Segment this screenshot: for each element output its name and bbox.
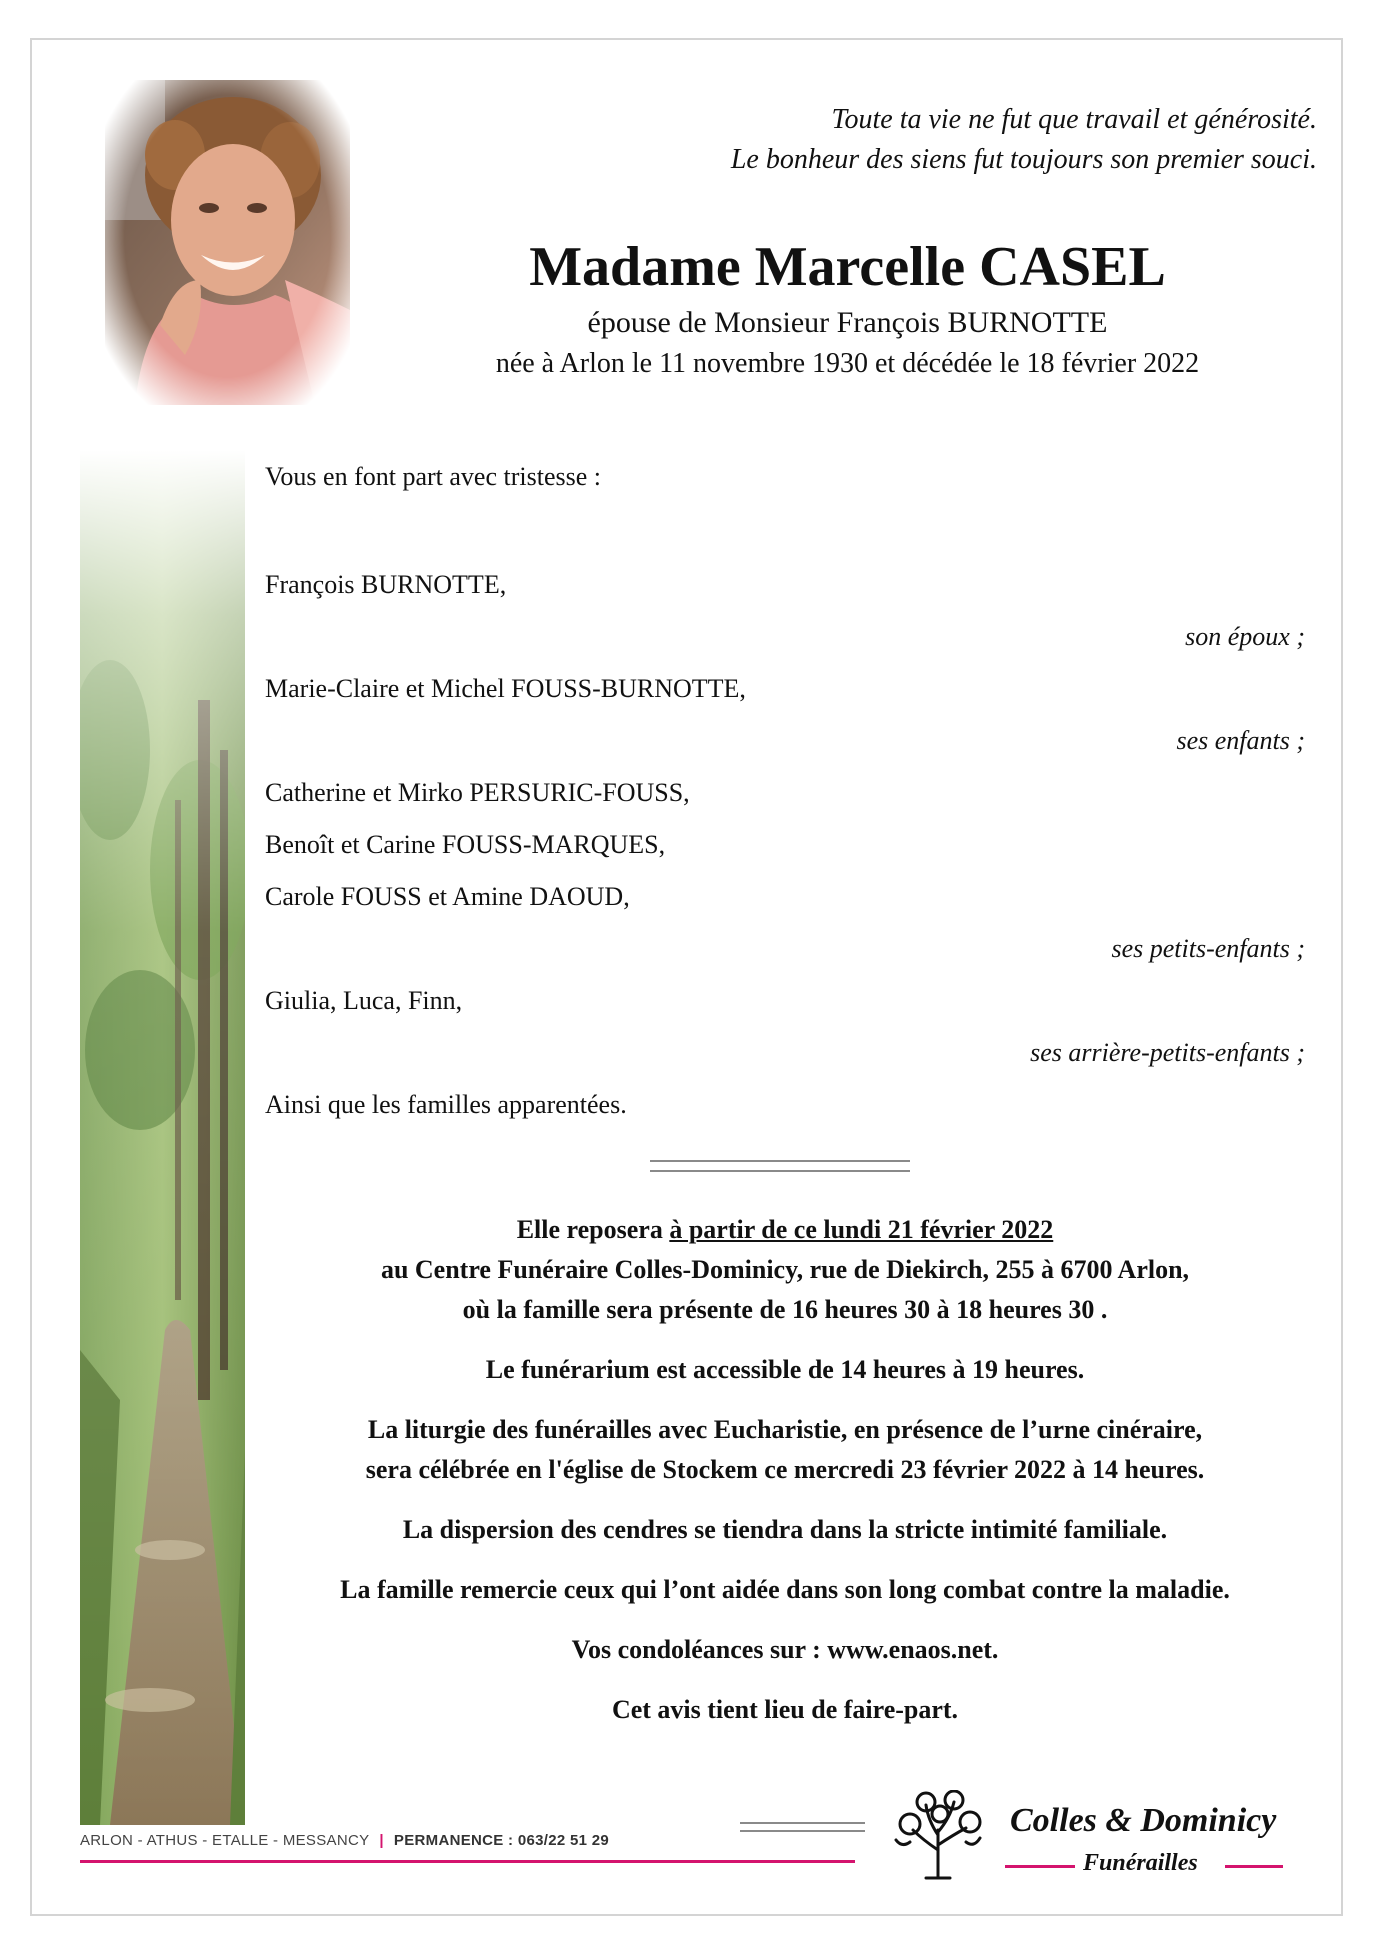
family-grandchild-2: Benoît et Carine FOUSS-MARQUES, bbox=[265, 830, 666, 859]
family-grandchild-3: Carole FOUSS et Amine DAOUD, bbox=[265, 882, 630, 911]
thanks-line: La famille remercie ceux qui l’ont aidée dans son long combat contre la maladie. bbox=[340, 1575, 1230, 1604]
brand-line-right bbox=[1225, 1865, 1283, 1868]
quote-line-2: Le bonheur des siens fut toujours son premier souci. bbox=[730, 144, 1317, 175]
deceased-spouse: épouse de Monsieur François BURNOTTE bbox=[587, 306, 1108, 339]
tree-logo-icon bbox=[888, 1790, 988, 1880]
quote-line-1: Toute ta vie ne fut que travail et générosité. bbox=[831, 104, 1317, 135]
family-child-1: Marie-Claire et Michel FOUSS-BURNOTTE, bbox=[265, 674, 746, 703]
family-intro: Vous en font part avec tristesse : bbox=[265, 462, 601, 491]
liturgy-line-2: sera célébrée en l'église de Stockem ce mercredi 23 février 2022 à 14 heures. bbox=[365, 1455, 1205, 1484]
family-closing: Ainsi que les familles apparentées. bbox=[265, 1090, 627, 1119]
footer-separator: | bbox=[379, 1832, 384, 1849]
deceased-name: Madame Marcelle CASEL bbox=[529, 236, 1166, 298]
relation-grandchildren: ses petits-enfants ; bbox=[1111, 934, 1305, 963]
relation-children: ses enfants ; bbox=[1176, 726, 1305, 755]
footer-locations: ARLON - ATHUS - ETALLE - MESSANCY bbox=[80, 1832, 370, 1849]
footer-contact bbox=[80, 1832, 609, 1849]
repose-prefix: Elle reposera bbox=[516, 1215, 670, 1244]
forest-path-image bbox=[80, 450, 245, 1825]
location-line: au Centre Funéraire Colles-Dominicy, rue de Diekirch, 255 à 6700 Arlon, bbox=[380, 1255, 1190, 1284]
epitaph-quote bbox=[557, 100, 1317, 180]
presence-line: où la famille sera présente de 16 heures 30 à 18 heures 30 . bbox=[462, 1295, 1108, 1324]
section-divider bbox=[650, 1160, 910, 1172]
liturgy-line-1: La liturgie des funérailles avec Eucharistie, en présence de l’urne cinéraire, bbox=[367, 1415, 1203, 1444]
family-grandchild-1: Catherine et Mirko PERSURIC-FOUSS, bbox=[265, 778, 690, 807]
deceased-header bbox=[405, 232, 1290, 382]
deceased-dates: née à Arlon le 11 novembre 1930 et décédée le 18 février 2022 bbox=[495, 348, 1200, 379]
condolences-line: Vos condoléances sur : www.enaos.net. bbox=[571, 1635, 999, 1664]
footer-permanence: PERMANENCE : 063/22 51 29 bbox=[393, 1832, 609, 1849]
funeral-notice bbox=[250, 1210, 1320, 1730]
faire-part-line: Cet avis tient lieu de faire-part. bbox=[611, 1695, 959, 1724]
repose-line bbox=[250, 1210, 1320, 1250]
family-spouse-name: François BURNOTTE, bbox=[265, 570, 507, 599]
brand-subtitle: Funérailles bbox=[1083, 1850, 1198, 1876]
footer-divider bbox=[740, 1822, 865, 1832]
relation-spouse: son époux ; bbox=[1185, 622, 1305, 651]
brand-name: Colles & Dominicy bbox=[1010, 1802, 1277, 1839]
relation-great-grandchildren: ses arrière-petits-enfants ; bbox=[1030, 1038, 1305, 1067]
brand-line-left bbox=[1005, 1865, 1075, 1868]
access-line: Le funérarium est accessible de 14 heures à 19 heures. bbox=[485, 1355, 1085, 1384]
portrait-photo bbox=[105, 80, 350, 405]
dispersion-line: La dispersion des cendres se tiendra dans la stricte intimité familiale. bbox=[402, 1515, 1168, 1544]
family-great-grandchildren: Giulia, Luca, Finn, bbox=[265, 986, 463, 1015]
repose-date: à partir de ce lundi 21 février 2022 bbox=[669, 1215, 1054, 1244]
footer-accent-line bbox=[80, 1860, 855, 1863]
